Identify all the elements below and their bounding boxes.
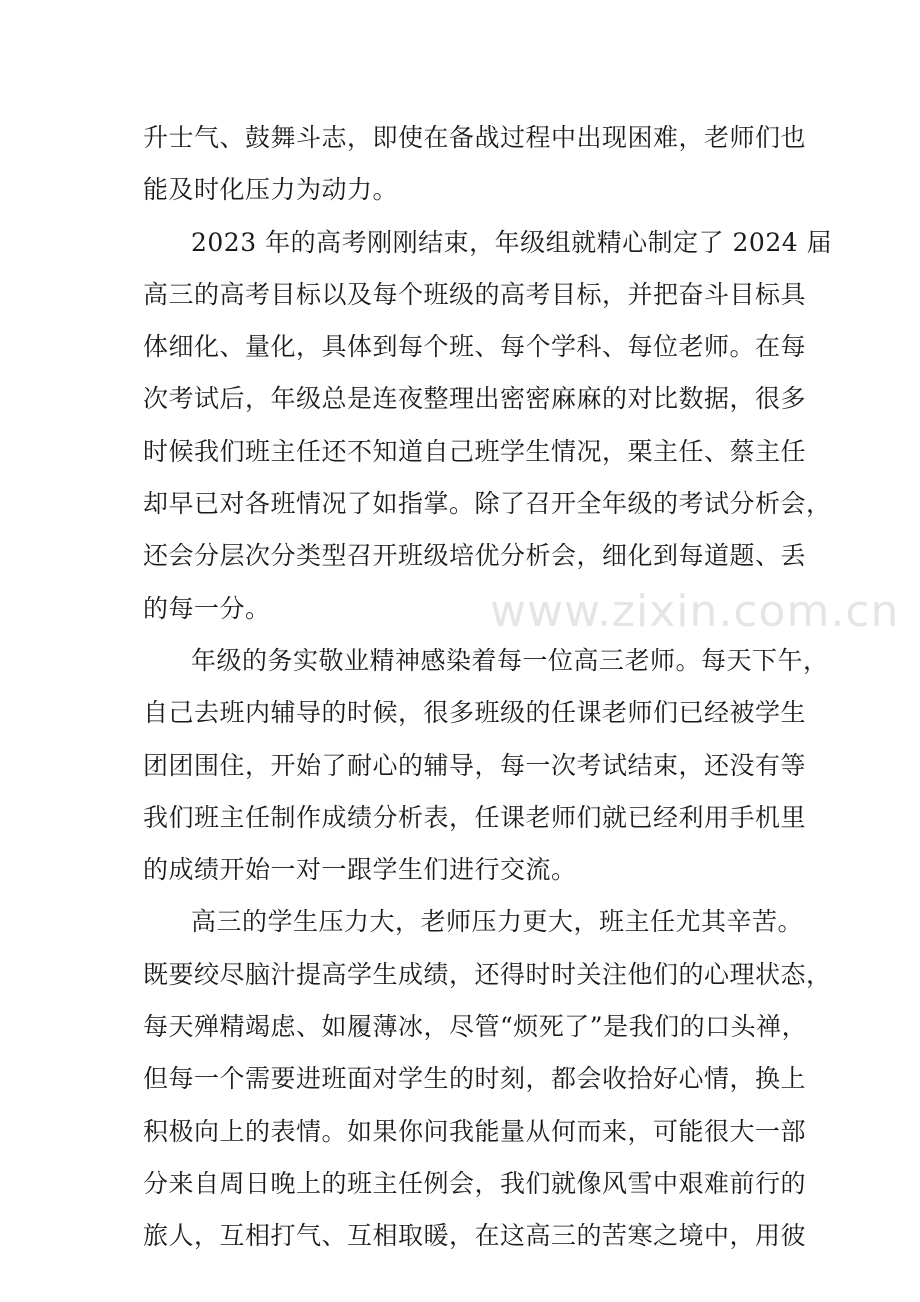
text-line: 团团围住，开始了耐心的辅导，每一次考试结束，还没有等 <box>143 750 807 780</box>
text-line: 的每一分。 <box>143 593 271 623</box>
paragraph-start-line: 2023 年的高考刚刚结束，年级组就精心制定了 2024 届 <box>191 227 833 257</box>
paragraph-start-line: 年级的务实敬业精神感染着每一位高三老师。每天下午， <box>191 645 829 675</box>
text-line: 体细化、量化，具体到每个班、每个学科、每位老师。在每 <box>143 332 807 362</box>
text-line: 既要绞尽脑汁提高学生成绩，还得时时关注他们的心理状态， <box>143 959 832 989</box>
text-line: 升士气、鼓舞斗志，即使在备战过程中出现困难，老师们也 <box>143 123 807 152</box>
text-line: 的成绩开始一对一跟学生们进行交流。 <box>143 855 577 885</box>
text-line: 我们班主任制作成绩分析表，任课老师们就已经利用手机里 <box>143 802 807 832</box>
text-line: 每天殚精竭虑、如履薄冰，尽管“烦死了”是我们的口头禅， <box>143 1012 808 1042</box>
text-line: 次考试后，年级总是连夜整理出密密麻麻的对比数据，很多 <box>143 384 807 414</box>
text-line: 但每一个需要进班面对学生的时刻，都会收拾好心情，换上 <box>143 1064 807 1094</box>
text-line: 能及时化压力为动力。 <box>143 175 399 205</box>
text-line: 时候我们班主任还不知道自己班学生情况，栗主任、蔡主任 <box>143 436 807 466</box>
paragraph-start-line: 高三的学生压力大，老师压力更大，班主任尤其辛苦。 <box>191 907 804 937</box>
text-line: 高三的高考目标以及每个班级的高考目标，并把奋斗目标具 <box>143 279 807 309</box>
text-line: 分来自周日晚上的班主任例会，我们就像风雪中艰难前行的 <box>143 1168 807 1198</box>
body-text <box>143 112 833 1263</box>
text-line: 自己去班内辅导的时候，很多班级的任课老师们已经被学生 <box>143 698 807 728</box>
text-line: 旅人，互相打气、互相取暖，在这高三的苦寒之境中，用彼 <box>143 1221 807 1251</box>
text-line: 积极向上的表情。如果你问我能量从何而来，可能很大一部 <box>143 1116 807 1146</box>
watermark: www.zixin.com.cn <box>490 586 900 637</box>
text-line: 却早已对各班情况了如指掌。除了召开全年级的考试分析会， <box>143 489 832 519</box>
text-line: 还会分层次分类型召开班级培优分析会，细化到每道题、丢 <box>143 541 807 571</box>
